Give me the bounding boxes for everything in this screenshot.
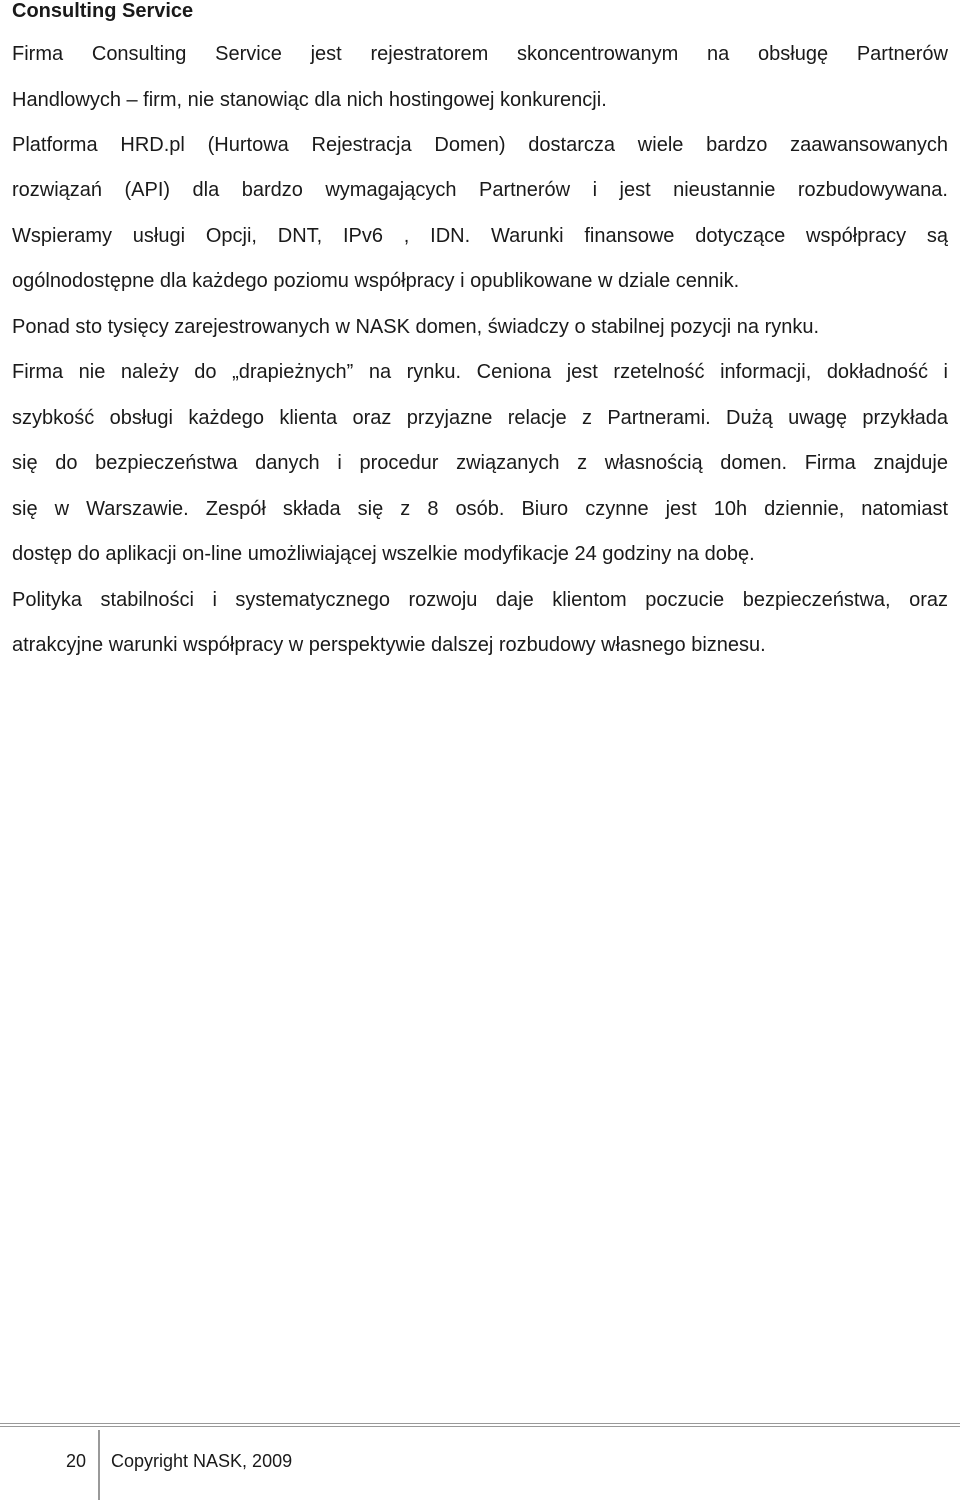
paragraph-line: się do bezpieczeństwa danych i procedur związanych z własnością domen. Firma znajduje [12, 452, 948, 474]
footer-divider-line [0, 1423, 960, 1427]
paragraph-line: dostęp do aplikacji on-line umożliwiającej wszelkie modyfikacje 24 godziny na dobę. [12, 543, 755, 565]
paragraph-line: Ponad sto tysięcy zarejestrowanych w NASK domen, świadczy o stabilnej pozycji na rynku. [12, 316, 820, 338]
paragraph-line: Handlowych – firm, nie stanowiąc dla nich hostingowej konkurencji. [12, 89, 607, 111]
paragraph-line: szybkość obsługi każdego klienta oraz przyjazne relacje z Partnerami. Dużą uwagę przykłada [12, 407, 948, 429]
paragraph-line: rozwiązań (API) dla bardzo wymagających Partnerów i jest nieustannie rozbudowywana. [12, 179, 948, 201]
paragraph-line: Firma nie należy do „drapieżnych” na rynku. Ceniona jest rzetelność informacji, dokładność i [12, 361, 948, 383]
paragraph-line: Wspieramy usługi Opcji, DNT, IPv6 , IDN. Warunki finansowe dotyczące współpracy są [12, 225, 948, 247]
paragraph-line: Polityka stabilności i systematycznego rozwoju daje klientom poczucie bezpieczeństwa, oraz [12, 589, 948, 611]
paragraph-line: się w Warszawie. Zespół składa się z 8 osób. Biuro czynne jest 10h dziennie, natomiast [12, 498, 948, 520]
page-title: Consulting Service [12, 0, 194, 22]
paragraph-line: Firma Consulting Service jest rejestratorem skoncentrowanym na obsługę Partnerów [12, 43, 948, 65]
page-number: 20 [66, 1451, 87, 1471]
paragraph-line: ogólnodostępne dla każdego poziomu współpracy i opublikowane w dziale cennik. [12, 270, 740, 292]
paragraph-line: Platforma HRD.pl (Hurtowa Rejestracja Domen) dostarcza wiele bardzo zaawansowanych [12, 134, 948, 156]
paragraph-line: atrakcyjne warunki współpracy w perspektywie dalszej rozbudowy własnego biznesu. [12, 634, 766, 656]
footer-copyright: Copyright NASK, 2009 [111, 1451, 293, 1471]
footer-vertical-divider [98, 1430, 100, 1500]
